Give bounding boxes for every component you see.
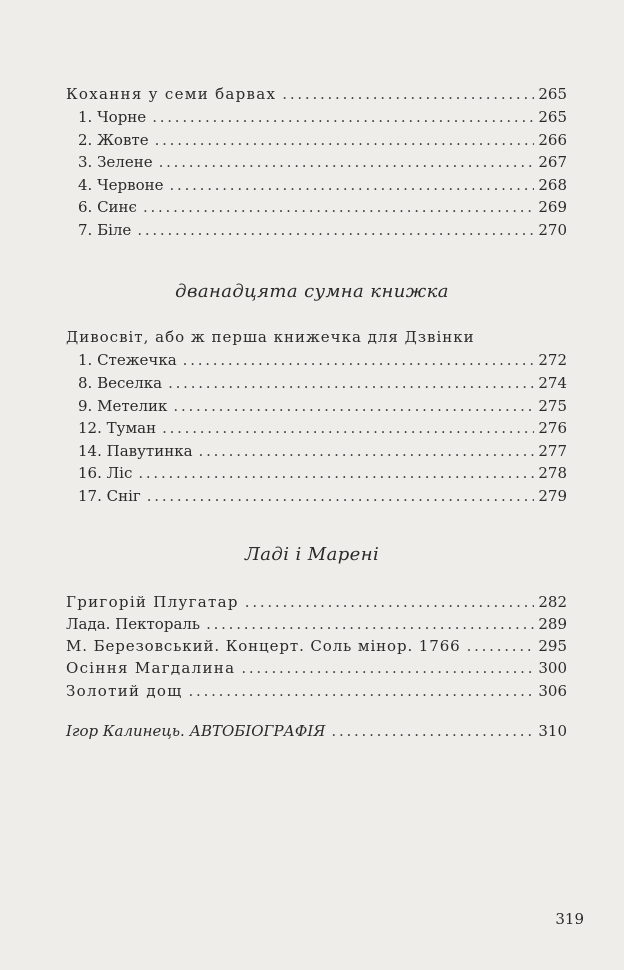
toc-entry bbox=[78, 486, 567, 506]
toc-title: 6. Синє bbox=[78, 198, 137, 216]
section-title: Ладі і Марені bbox=[244, 544, 380, 565]
toc-page: 275 bbox=[538, 397, 567, 415]
section-title: дванадцята сумна книжка bbox=[175, 281, 449, 302]
toc-page: 266 bbox=[538, 131, 567, 149]
toc-page: 295 bbox=[538, 637, 567, 655]
toc-title: Ігор Калинець. АВТОБІОГРАФІЯ bbox=[66, 722, 326, 740]
toc-title: 17. Сніг bbox=[78, 487, 141, 505]
toc-title: 1. Стежечка bbox=[78, 351, 177, 369]
toc-page: 268 bbox=[538, 176, 567, 194]
leader-dots bbox=[138, 463, 534, 483]
toc-title: Лада. Пектораль bbox=[66, 615, 201, 633]
toc-entry bbox=[66, 681, 567, 701]
toc-entry bbox=[66, 84, 567, 104]
toc-title: Кохання у семи барвах bbox=[66, 85, 277, 103]
toc-page: 272 bbox=[538, 351, 567, 369]
leader-dots bbox=[189, 681, 535, 701]
toc-title: 9. Метелик bbox=[78, 397, 168, 415]
toc-page: 300 bbox=[538, 659, 567, 677]
toc-entry bbox=[66, 636, 567, 656]
toc-title: 14. Павутинка bbox=[78, 442, 193, 460]
toc-title: Золотий дощ bbox=[66, 682, 183, 700]
toc-entry bbox=[78, 197, 567, 217]
leader-dots bbox=[152, 107, 534, 127]
toc-entry bbox=[78, 130, 567, 150]
toc-entry bbox=[66, 614, 567, 634]
toc-title: 1. Чорне bbox=[78, 108, 147, 126]
leader-dots bbox=[147, 486, 535, 506]
leader-dots bbox=[143, 197, 534, 217]
toc-page: 277 bbox=[538, 442, 567, 460]
toc-title: 7. Біле bbox=[78, 221, 132, 239]
leader-dots bbox=[282, 84, 534, 104]
leader-dots bbox=[159, 152, 535, 172]
leader-dots bbox=[331, 721, 534, 741]
toc-page: 279 bbox=[538, 487, 567, 505]
toc-entry bbox=[66, 592, 567, 612]
leader-dots bbox=[170, 175, 535, 195]
toc-page: 274 bbox=[538, 374, 567, 392]
leader-dots bbox=[162, 418, 534, 438]
leader-dots bbox=[199, 441, 535, 461]
toc-title: 3. Зелене bbox=[78, 153, 153, 171]
toc-entry bbox=[78, 175, 567, 195]
toc-page: 289 bbox=[538, 615, 567, 633]
toc-entry bbox=[78, 418, 567, 438]
toc-entry bbox=[66, 658, 567, 678]
toc-page: 306 bbox=[538, 682, 567, 700]
toc-page: 282 bbox=[538, 593, 567, 611]
toc-entry bbox=[78, 463, 567, 483]
toc-entry bbox=[78, 220, 567, 240]
leader-dots bbox=[467, 636, 535, 656]
leader-dots bbox=[183, 350, 535, 370]
toc-page: 269 bbox=[538, 198, 567, 216]
toc-title: 8. Веселка bbox=[78, 374, 163, 392]
leader-dots bbox=[241, 658, 534, 678]
leader-dots bbox=[245, 592, 535, 612]
toc-entry bbox=[78, 152, 567, 172]
toc-title: 4. Червоне bbox=[78, 176, 164, 194]
toc-page: 270 bbox=[538, 221, 567, 239]
leader-dots bbox=[206, 614, 534, 634]
toc-title: Григорій Плугатар bbox=[66, 593, 239, 611]
toc-entry bbox=[78, 373, 567, 393]
toc-page: 265 bbox=[538, 108, 567, 126]
toc-title: 2. Жовте bbox=[78, 131, 149, 149]
toc-page: 267 bbox=[538, 153, 567, 171]
page-number: 319 bbox=[555, 910, 584, 928]
toc-title: 16. Ліс bbox=[78, 464, 133, 482]
toc-entry bbox=[78, 350, 567, 370]
toc-entry bbox=[66, 721, 567, 741]
toc-page: 276 bbox=[538, 419, 567, 437]
leader-dots bbox=[137, 220, 534, 240]
toc-page: 265 bbox=[538, 85, 567, 103]
toc-subheading: Дивосвіт, або ж перша книжечка для Дзвінки bbox=[66, 328, 475, 346]
toc-title: 12. Туман bbox=[78, 419, 157, 437]
leader-dots bbox=[155, 130, 535, 150]
toc-page: 310 bbox=[538, 722, 567, 740]
toc-title: Осіння Магдалина bbox=[66, 659, 236, 677]
toc-entry bbox=[78, 441, 567, 461]
leader-dots bbox=[173, 396, 534, 416]
toc-title: М. Березовський. Концерт. Соль мінор. 1766 bbox=[66, 637, 461, 655]
toc-page: 278 bbox=[538, 464, 567, 482]
leader-dots bbox=[168, 373, 534, 393]
toc-entry bbox=[78, 396, 567, 416]
toc-entry bbox=[78, 107, 567, 127]
